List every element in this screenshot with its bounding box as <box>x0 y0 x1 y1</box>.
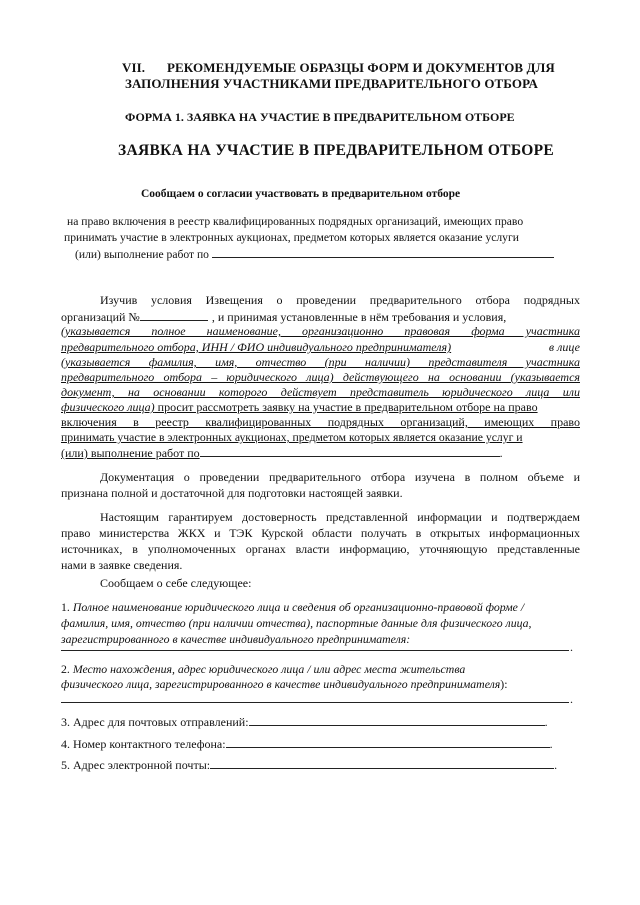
para3-line1: Настоящим гарантируем достоверность представленной информации и подтверждаем <box>100 510 580 524</box>
para1-line1: Изучив условия Извещения о проведении предварительного отбора подрядных <box>100 293 580 307</box>
item1-line2: фамилия, имя, отчество (при наличии отчества), паспортные данные для физического лица, <box>61 616 532 630</box>
postal-address-blank <box>249 714 545 726</box>
form-title: ЗАЯВКА НА УЧАСТИЕ В ПРЕДВАРИТЕЛЬНОМ ОТБОРЕ <box>118 142 555 159</box>
phone-number-blank <box>226 736 550 748</box>
work-subject-blank <box>212 246 554 258</box>
consent-heading: Сообщаем о согласии участвовать в предварительном отборе <box>141 188 461 200</box>
section-title-line1: РЕКОМЕНДУЕМЫЕ ОБРАЗЦЫ ФОРМ И ДОКУМЕНТОВ ДЛЯ <box>167 60 555 75</box>
work-subject-blank-2 <box>200 445 500 457</box>
about-heading: Сообщаем о себе следующее: <box>100 576 252 590</box>
item2-answer-line <box>61 702 569 703</box>
para1-line3: (указывается полное наименование, организационно правовая форма участника <box>61 324 580 338</box>
para2-line1: Документация о проведении предварительного отбора изучена в полном объеме и <box>100 470 580 484</box>
intro-line1: на право включения в реестр квалифицированных подрядных организаций, имеющих право <box>67 215 524 228</box>
para1-line8: физического лица) просит рассмотреть заявку на участие в предварительном отборе на право <box>61 400 538 414</box>
para1-line2: организаций № , и принимая установленные в нём требования и условия, <box>61 310 507 324</box>
para1-line11: (или) выполнение работ по . <box>61 446 503 460</box>
para3-line2: право министерства ЖКХ и ТЭК Курской области получать в открытых информационных <box>61 526 580 540</box>
item1-line3: зарегистрированного в качестве индивидуального предпринимателя: <box>61 632 411 646</box>
item2-line1: 2. Место нахождения, адрес юридического лица / или адрес места жительства <box>61 662 466 676</box>
item1-line1: 1. Полное наименование юридического лица и сведения об организационно-правовой форме / <box>61 600 525 614</box>
section-number: VII. <box>122 60 146 75</box>
para1-line10: принимать участие в электронных аукционах, предметом которых является оказание услуг и <box>61 431 523 444</box>
intro-line2: принимать участие в электронных аукционах, предметом которых является оказание услуги <box>64 231 519 244</box>
item3-line: 3. Адрес для почтовых отправлений: . <box>61 715 548 729</box>
form-label: ФОРМА 1. ЗАЯВКА НА УЧАСТИЕ В ПРЕДВАРИТЕЛЬНОМ ОТБОРЕ <box>125 110 515 124</box>
item1-answer-line <box>61 650 569 651</box>
para2-line2: признана полной и достаточной для подготовки настоящей заявки. <box>61 486 403 500</box>
para3-line3: источниках, в уполномоченных органах власти информацию, уточняющую представленные <box>61 542 580 556</box>
para1-line6: предварительного отбора – юридического лица) действующего на основании (указывается <box>61 370 580 384</box>
item5-line: 5. Адрес электронной почты: . <box>61 758 558 772</box>
item2-end-mark: . <box>570 692 573 706</box>
item1-end-mark: . <box>570 640 573 654</box>
section-title-line2: ЗАПОЛНЕНИЯ УЧАСТНИКАМИ ПРЕДВАРИТЕЛЬНОГО ОТБОРА <box>125 76 538 91</box>
para1-line7: документ, на основании которого действует представитель юридического лица или <box>61 385 580 399</box>
intro-line3: (или) выполнение работ по <box>75 246 554 262</box>
item4-line: 4. Номер контактного телефона: . <box>61 737 553 751</box>
item2-line2: физического лица, зарегистрированного в качестве индивидуального предпринимателя): <box>61 677 508 691</box>
email-blank <box>210 757 554 769</box>
para3-line4: нами в заявке сведения. <box>61 558 183 572</box>
org-number-blank <box>140 309 208 321</box>
para1-line4: предварительного отбора, ИНН / ФИО индивидуального предпринимателя) в лице <box>61 340 580 354</box>
para1-line9: включения в реестр квалифицированных подрядных организаций, имеющих право <box>61 415 580 429</box>
para1-line5: (указывается фамилия, имя, отчество (при наличии) представителя участника <box>61 355 580 369</box>
